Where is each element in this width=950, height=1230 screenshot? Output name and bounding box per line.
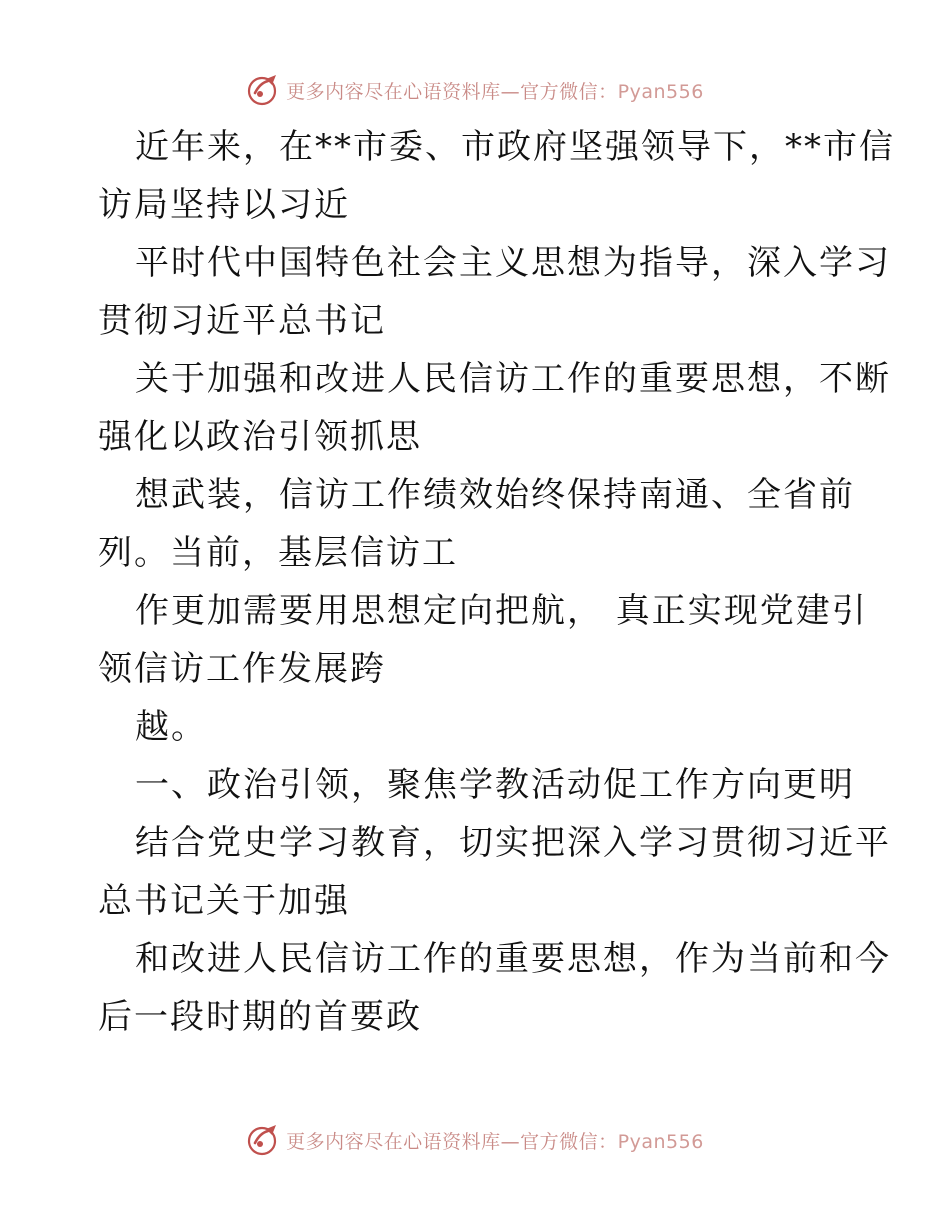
pen-logo-icon [246,73,280,107]
text-line: 作更加需要用思想定向把航， 真正实现党建引 [135,591,868,631]
text-line: 强化以政治引领抓思 [98,417,422,457]
watermark-text: 更多内容尽在心语资料库—官方微信：Pyan556 [286,1130,704,1153]
text-line: 近年来，在**市委、市政府坚强领导下，**市信 [135,127,895,167]
text-line: 贯彻习近平总书记 [98,301,386,341]
footer-watermark [0,1122,950,1158]
text-line: 越。 [135,707,207,747]
text-line: 列。当前，基层信访工 [98,533,458,573]
text-line: 一、政治引领，聚焦学教活动促工作方向更明 [135,765,855,805]
watermark-text: 更多内容尽在心语资料库—官方微信：Pyan556 [286,80,704,103]
text-line: 领信访工作发展跨 [98,649,386,689]
text-line: 后一段时期的首要政 [98,997,422,1037]
wechat-id: Pyan556 [617,80,704,103]
text-line: 访局坚持以习近 [98,185,350,225]
text-line: 想武装，信访工作绩效始终保持南通、全省前 [135,475,855,515]
text-line: 关于加强和改进人民信访工作的重要思想，不断 [135,359,891,399]
document-body [98,118,895,1046]
text-line: 和改进人民信访工作的重要思想，作为当前和今 [135,939,891,979]
text-line: 平时代中国特色社会主义思想为指导，深入学习 [135,243,891,283]
text-line: 结合党史学习教育，切实把深入学习贯彻习近平 [135,823,891,863]
text-line: 总书记关于加强 [98,881,350,921]
pen-logo-icon [246,1123,280,1157]
header-watermark [0,72,950,108]
wechat-id: Pyan556 [617,1130,704,1153]
